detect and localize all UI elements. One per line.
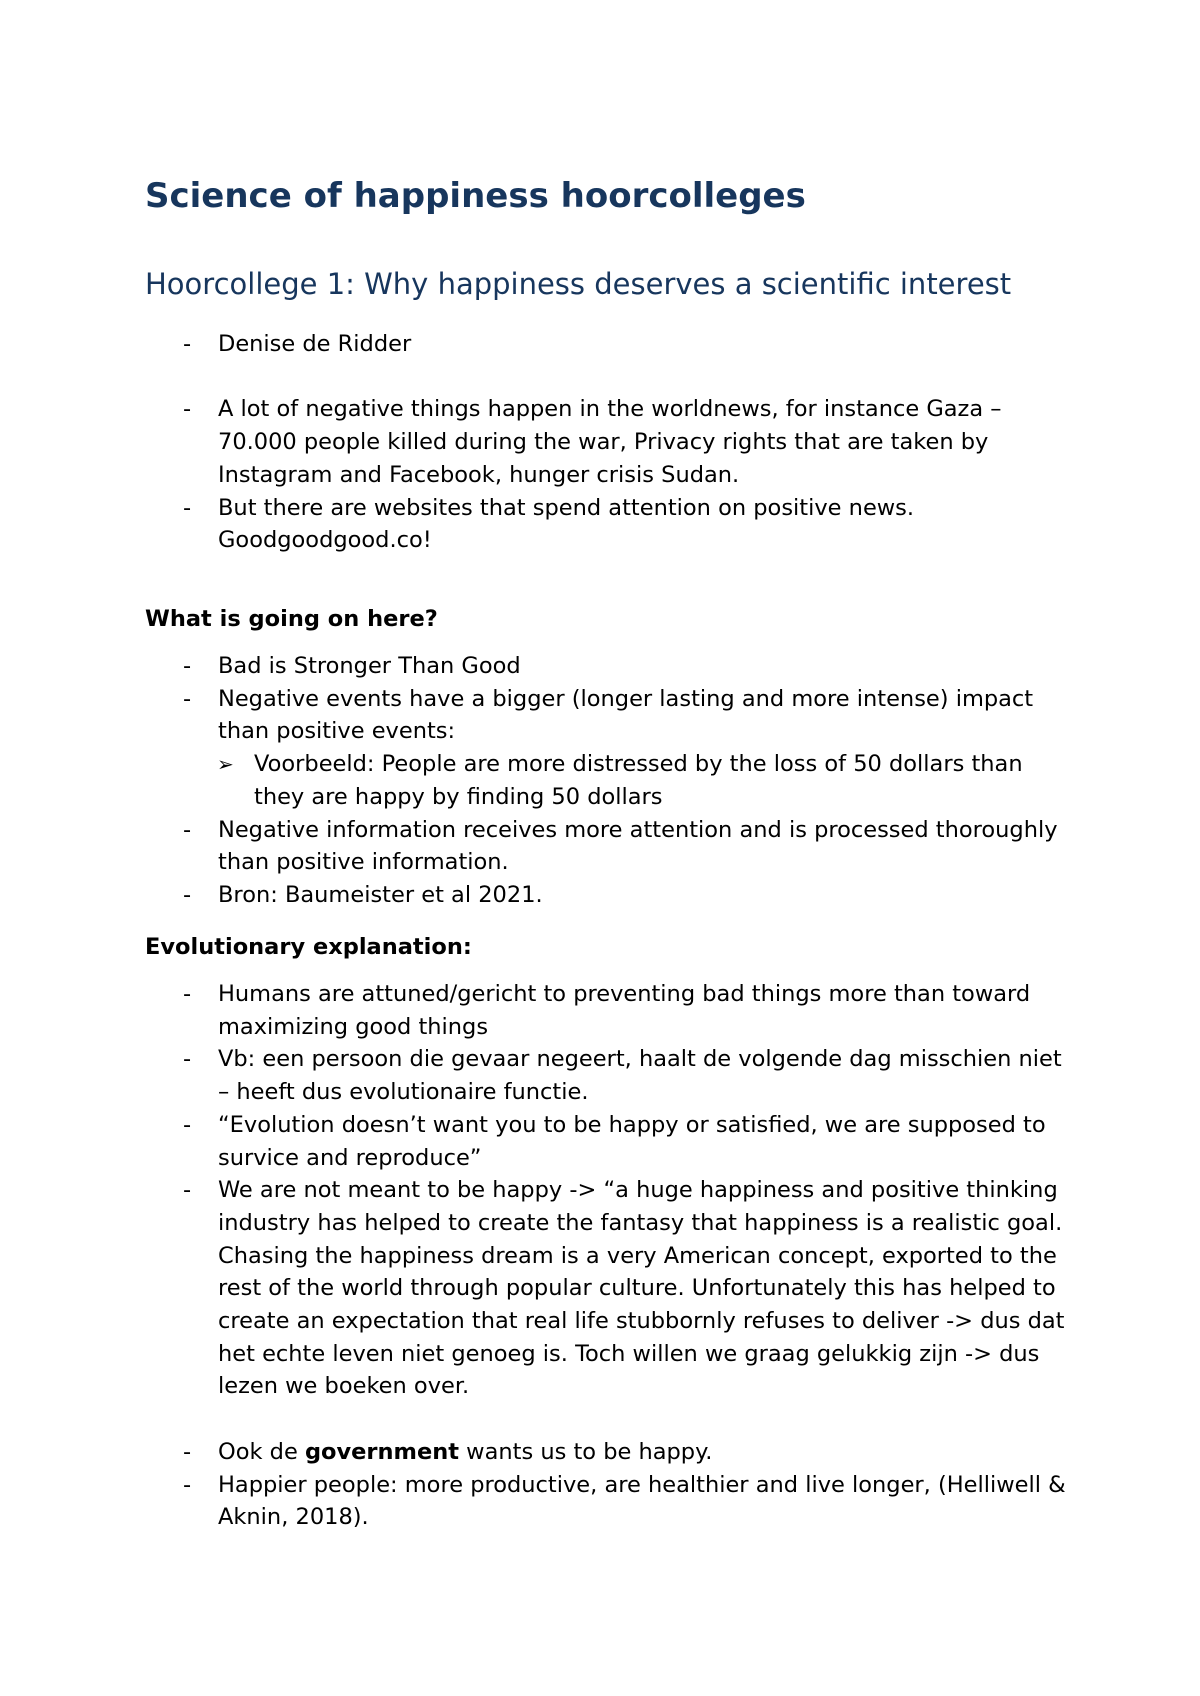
lecture-heading: Hoorcollege 1: Why happiness deserves a scientific interest bbox=[145, 267, 1012, 301]
list-item-text: Denise de Ridder bbox=[218, 331, 412, 357]
blank-line bbox=[145, 361, 1075, 394]
bad-stronger-list bbox=[145, 650, 1075, 912]
arrow-bullet-icon: ➢ bbox=[217, 752, 234, 777]
sub-list-item bbox=[145, 748, 1075, 813]
blank-line bbox=[145, 1403, 1075, 1436]
list-item bbox=[145, 492, 1075, 557]
list-item bbox=[145, 1109, 1075, 1174]
list-item-text-prefix: Ook de bbox=[218, 1438, 305, 1465]
dash-bullet: - bbox=[183, 1046, 192, 1073]
list-item-text: We are not meant to be happy -> “a huge happiness and positive thinking industry has helped to create the fantasy that happiness is a realistic goal. Chasing the happiness dream is a very American concept, exported to the rest of the world through popular culture. Unfortunately this has helped to create an expectation that real life stubbornly refuses to deliver -> dus dat het echte leven niet genoeg is. Toch willen we graag gelukkig zijn -> dus lezen we boeken over. bbox=[218, 1177, 1065, 1400]
section-heading: Evolutionary explanation: bbox=[145, 934, 472, 960]
list-item bbox=[145, 393, 1075, 491]
list-item-text: A lot of negative things happen in the worldnews, for instance Gaza – 70.000 people killed during the war, Privacy rights that are taken by Instagram and Facebook, hunger crisis Sudan. bbox=[218, 396, 1002, 488]
list-item-text: Humans are attuned/gericht to preventing bad things more than toward maximizing good things bbox=[218, 981, 1031, 1040]
list-item-text-suffix: wants us to be happy. bbox=[459, 1438, 713, 1465]
list-item bbox=[145, 1043, 1075, 1108]
dash-bullet: - bbox=[183, 494, 192, 521]
list-item-text: Negative information receives more attention and is processed thoroughly than positive information. bbox=[218, 816, 1058, 876]
dash-bullet: - bbox=[183, 1471, 192, 1498]
list-item bbox=[145, 978, 1075, 1043]
list-item-text: “Evolution doesn’t want you to be happy or satisfied, we are supposed to survice and reproduce” bbox=[218, 1111, 1046, 1171]
dash-bullet: - bbox=[183, 653, 192, 679]
dash-bullet: - bbox=[183, 1111, 192, 1138]
list-item bbox=[145, 879, 1075, 912]
list-item bbox=[145, 683, 1075, 748]
list-item-text: But there are websites that spend attention on positive news. Goodgoodgood.co! bbox=[218, 494, 915, 554]
list-item bbox=[145, 1174, 1075, 1403]
list-item-text: Voorbeeld: People are more distressed by the loss of 50 dollars than they are happy by finding 50 dollars bbox=[254, 751, 1023, 810]
list-item-text: Negative events have a bigger (longer lasting and more intense) impact than positive events: bbox=[218, 685, 1034, 745]
section-heading: What is going on here? bbox=[145, 606, 438, 632]
list-item-text: Bad is Stronger Than Good bbox=[218, 653, 521, 679]
list-item bbox=[145, 650, 1075, 683]
list-item bbox=[145, 328, 1075, 361]
intro-list bbox=[145, 328, 1075, 557]
dash-bullet: - bbox=[183, 1177, 192, 1204]
dash-bullet: - bbox=[183, 816, 192, 843]
list-item bbox=[145, 814, 1075, 879]
list-item-text: Happier people: more productive, are healthier and live longer, (Helliwell & Aknin, 2018). bbox=[218, 1471, 1066, 1531]
dash-bullet: - bbox=[183, 331, 192, 357]
list-item bbox=[145, 1436, 1075, 1469]
list-item bbox=[145, 1469, 1075, 1534]
dash-bullet: - bbox=[183, 881, 192, 908]
list-item-text: Vb: een persoon die gevaar negeert, haalt de volgende dag misschien niet – heeft dus evolutionaire functie. bbox=[218, 1046, 1062, 1106]
document-title: Science of happiness hoorcolleges bbox=[145, 176, 806, 216]
dash-bullet: - bbox=[183, 685, 192, 712]
evolutionary-list bbox=[145, 978, 1075, 1534]
dash-bullet: - bbox=[183, 1438, 192, 1465]
dash-bullet: - bbox=[183, 981, 192, 1007]
dash-bullet: - bbox=[183, 396, 192, 423]
emphasis-text: government bbox=[304, 1438, 460, 1465]
list-item-text: Bron: Baumeister et al 2021. bbox=[218, 881, 543, 908]
